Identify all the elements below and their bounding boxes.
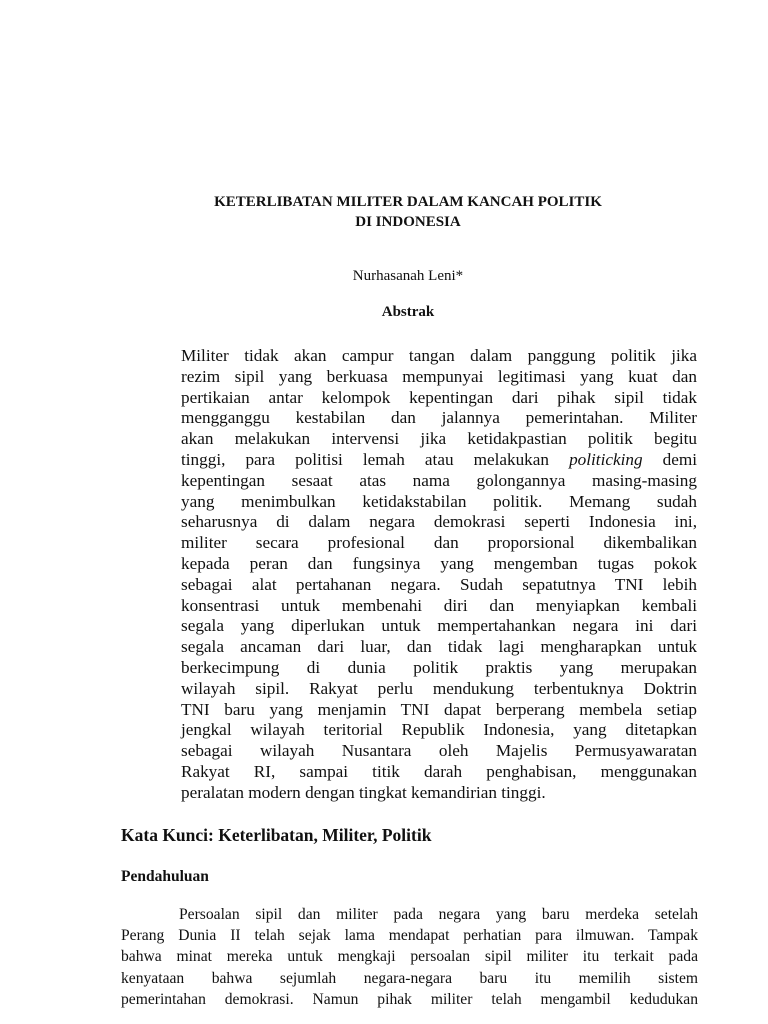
abstract-line: sebagai alat pertahanan negara. Sudah sepatutnya TNI lebih <box>181 574 697 594</box>
abstract-line: wilayah sipil. Rakyat perlu mendukung terbentuknya Doktrin <box>181 678 697 698</box>
abstract-line: peralatan modern dengan tingkat kemandirian tinggi. <box>181 782 546 802</box>
abstract-line: kepada peran dan fungsinya yang mengemban tugas pokok <box>181 553 697 573</box>
keywords: Kata Kunci: Keterlibatan, Militer, Politik <box>121 825 432 845</box>
body-line: pemerintahan demokrasi. Namun pihak militer telah mengambil kedudukan <box>121 990 698 1008</box>
abstract-line: yang menimbulkan ketidakstabilan politik. Memang sudah <box>181 491 697 511</box>
abstract-line: seharusnya di dalam negara demokrasi seperti Indonesia ini, <box>181 512 697 532</box>
abstract-line: pertikaian antar kelompok kepentingan dari pihak sipil tidak <box>181 387 697 407</box>
abstract-heading: Abstrak <box>381 304 435 320</box>
abstract-line: sebagai wilayah Nusantara oleh Majelis Permusyawaratan <box>181 741 697 761</box>
body-line: kenyataan bahwa sejumlah negara-negara baru itu memilih sistem <box>121 969 698 987</box>
abstract-line: segala ancaman dari luar, dan tidak lagi mengharapkan untuk <box>181 637 697 657</box>
abstract-line: rezim sipil yang berkuasa mempunyai legitimasi yang kuat dan <box>181 366 697 386</box>
paper-title <box>0 192 768 232</box>
abstract-line-tail: demi <box>642 449 697 469</box>
abstract-line: jengkal wilayah teritorial Republik Indonesia, yang ditetapkan <box>181 720 697 740</box>
abstract-line: konsentrasi untuk membenahi diri dan menyiapkan kembali <box>181 595 697 615</box>
abstract-line: segala yang diperlukan untuk mempertahankan negara ini dari <box>181 616 697 636</box>
italic-term: politicking <box>569 449 643 469</box>
body-line: Perang Dunia II telah sejak lama mendapat perhatian para ilmuwan. Tampak <box>121 927 698 945</box>
abstract-line: TNI baru yang menjamin TNI dapat berperang membela setiap <box>181 699 697 719</box>
title-line-2: DI INDONESIA <box>355 214 461 230</box>
section-heading: Pendahuluan <box>121 868 209 885</box>
abstract-line: mengganggu kestabilan dan jalannya pemerintahan. Militer <box>181 408 697 428</box>
abstract-line: berkecimpung di dunia politik praktis yang merupakan <box>181 657 697 677</box>
abstract-line: Rakyat RI, sampai titik darah penghabisan, menggunakan <box>181 761 697 781</box>
abstract-line-with-italic <box>181 450 697 471</box>
body-line: Persoalan sipil dan militer pada negara yang baru merdeka setelah <box>179 906 698 923</box>
title-line-1: KETERLIBATAN MILITER DALAM KANCAH POLITIK <box>214 194 602 210</box>
body-line: bahwa minat mereka untuk mengkaji persoalan sipil militer itu terkait pada <box>121 948 698 966</box>
abstract-line: kepentingan sesaat atas nama golongannya masing-masing <box>181 470 697 490</box>
abstract-body <box>181 346 697 804</box>
author-name: Nurhasanah Leni* <box>352 268 464 284</box>
abstract-line: militer secara profesional dan proporsional dikembalikan <box>181 533 697 553</box>
abstract-line-head: tinggi, para politisi lemah atau melakukan <box>181 449 570 469</box>
abstract-line: akan melakukan intervensi jika ketidakpastian politik begitu <box>181 429 697 449</box>
body-paragraph <box>121 904 698 1010</box>
abstract-line: Militer tidak akan campur tangan dalam panggung politik jika <box>181 346 697 365</box>
